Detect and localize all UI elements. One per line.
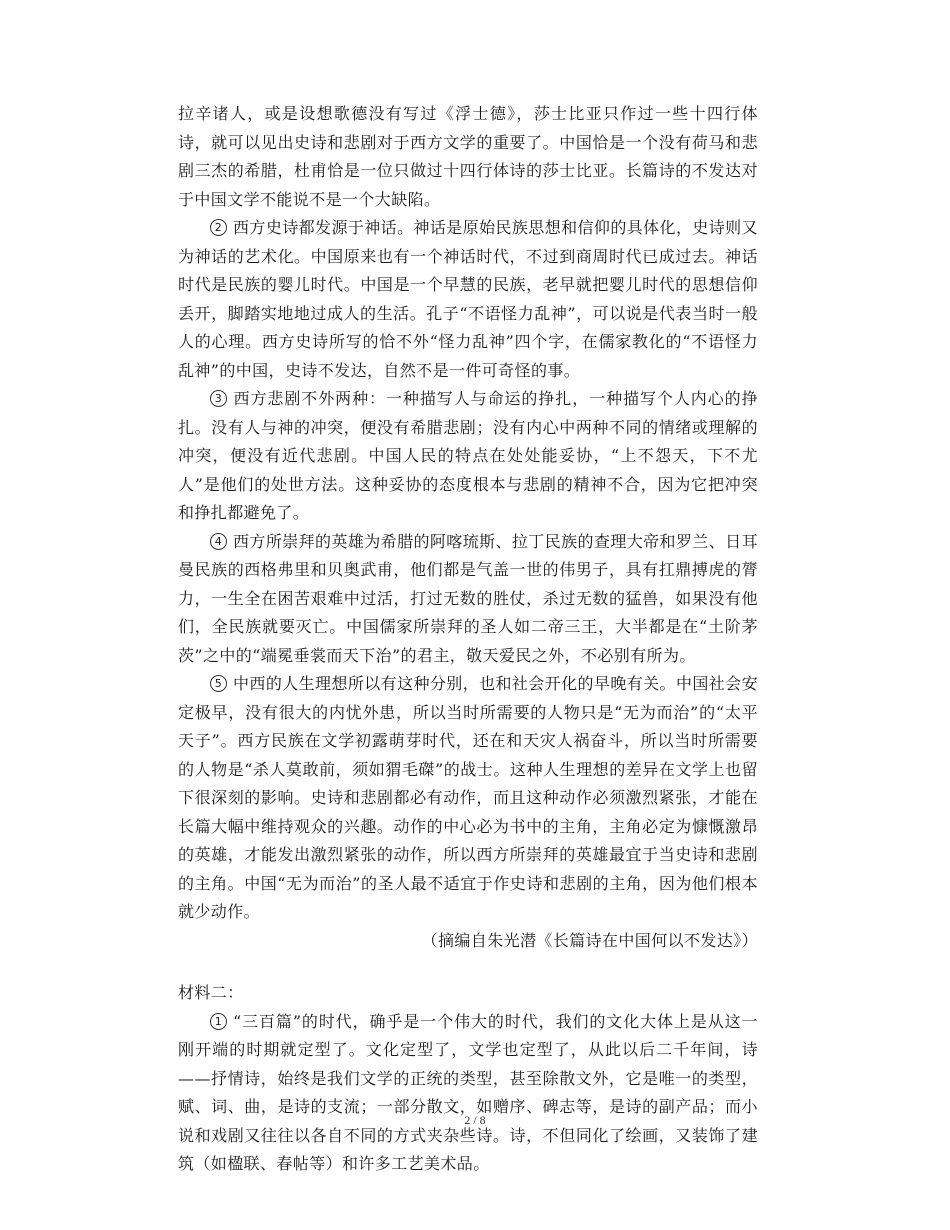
- paragraph-number: 3: [210, 390, 227, 407]
- paragraph-number: 1: [210, 1013, 227, 1030]
- paragraph-text: 西方史诗都发源于神话。神话是原始民族思想和信仰的具体化，史诗则又为神话的艺术化。中国原来也有一个神话时代，不过到商周时代已成过去。神话时代是民族的婴儿时代。中国是一个早慧的民族，老早就把婴儿时代的思想信仰丢开，脚踏实地地过成人的生活。孔子“不语怪力乱神”，可以说是代表当时一般人的心理。西方史诗所写的恰不外“怪力乱神”四个字，在儒家教化的“不语怪力乱神”的中国，史诗不发达，自然不是一件可奇怪的事。: [178, 218, 758, 380]
- paragraph-4: [178, 528, 758, 671]
- paragraph-number: 2: [210, 219, 227, 236]
- page-number: 2 / 8: [464, 1113, 486, 1127]
- section2-paragraph-1: [178, 1008, 758, 1179]
- paragraph-text: 西方所崇拜的英雄为希腊的阿喀琉斯、拉丁民族的查理大帝和罗兰、日耳曼民族的西格弗里和贝奥武甫，他们都是气盖一世的伟男子，具有扛鼎搏虎的膂力，一生全在困苦艰难中过活，打过无数的胜仗，杀过无数的猛兽，如果没有他们，全民族就要灭亡。中国儒家所崇拜的圣人如二帝三王，大半都是在“土阶茅茨”之中的“端冕垂裳而天下治”的君主，敬天爱民之外，不必别有所为。: [178, 531, 758, 665]
- source-citation: （摘编自朱光潜《长篇诗在中国何以不发达》）: [421, 930, 758, 950]
- paragraph-0: 拉辛诸人，或是设想歌德没有写过《浮士德》，莎士比亚只作过一些十四行体诗，就可以见出史诗和悲剧对于西方文学的重要了。中国恰是一个没有荷马和悲剧三杰的希腊，杜甫恰是一位只做过十四行体诗的莎士比亚。长篇诗的不发达对于中国文学不能说不是一个大缺陷。: [178, 104, 758, 209]
- document-page: [178, 100, 758, 1179]
- paragraph-number: 5: [210, 675, 227, 692]
- paragraph-2: [178, 214, 758, 385]
- paragraph-3: [178, 385, 758, 528]
- section-title: 材料二：: [178, 983, 244, 1002]
- paragraph-text: 中西的人生理想所以有这种分别，也和社会开化的早晚有关。中国社会安定极早，没有很大的内忧外患，所以当时所需要的人物只是“无为而治”的“太平天子”。西方民族在文学初露萌芽时代，还在和天灾人祸奋斗，所以当时所需要的人物是“杀人莫敢前，须如猬毛磔”的战士。这种人生理想的差异在文学上也留下很深刻的影响。史诗和悲剧都必有动作，而且这种动作必须激烈紧张，才能在长篇大幅中维持观众的兴趣。动作的中心必为书中的主角，主角必定为慷慨激昂的英雄，才能发出激烈紧张的动作，所以西方所崇拜的英雄最宜于当史诗和悲剧的主角。中国“无为而治”的圣人最不适宜于作史诗和悲剧的主角，因为他们根本就少动作。: [178, 674, 758, 921]
- paragraph-text: “三百篇”的时代，确乎是一个伟大的时代，我们的文化大体上是从这一刚开端的时期就定型了。文化定型了，文学也定型了，从此以后二千年间，诗——抒情诗，始终是我们文学的正统的类型，甚至除散文外，它是唯一的类型，赋、词、曲，是诗的支流；一部分散文，如赠序、碑志等，是诗的副产品；而小说和戏剧又往往以各自不同的方式夹杂些诗。诗，不但同化了绘画，又装饰了建筑（如楹联、春帖等）和许多工艺美术品。: [178, 1011, 758, 1173]
- paragraph-number: 4: [210, 533, 227, 550]
- paragraph-text: 西方悲剧不外两种：一种描写人与命运的挣扎，一种描写个人内心的挣扎。没有人与神的冲突，便没有希腊悲剧；没有内心中两种不同的情绪或理解的冲突，便没有近代悲剧。中国人民的特点在处处能妥协，“上不怨天，下不尤人”是他们的处世方法。这种妥协的态度根本与悲剧的精神不合，因为它把冲突和挣扎都避免了。: [178, 389, 758, 522]
- paragraph-5: [178, 670, 758, 927]
